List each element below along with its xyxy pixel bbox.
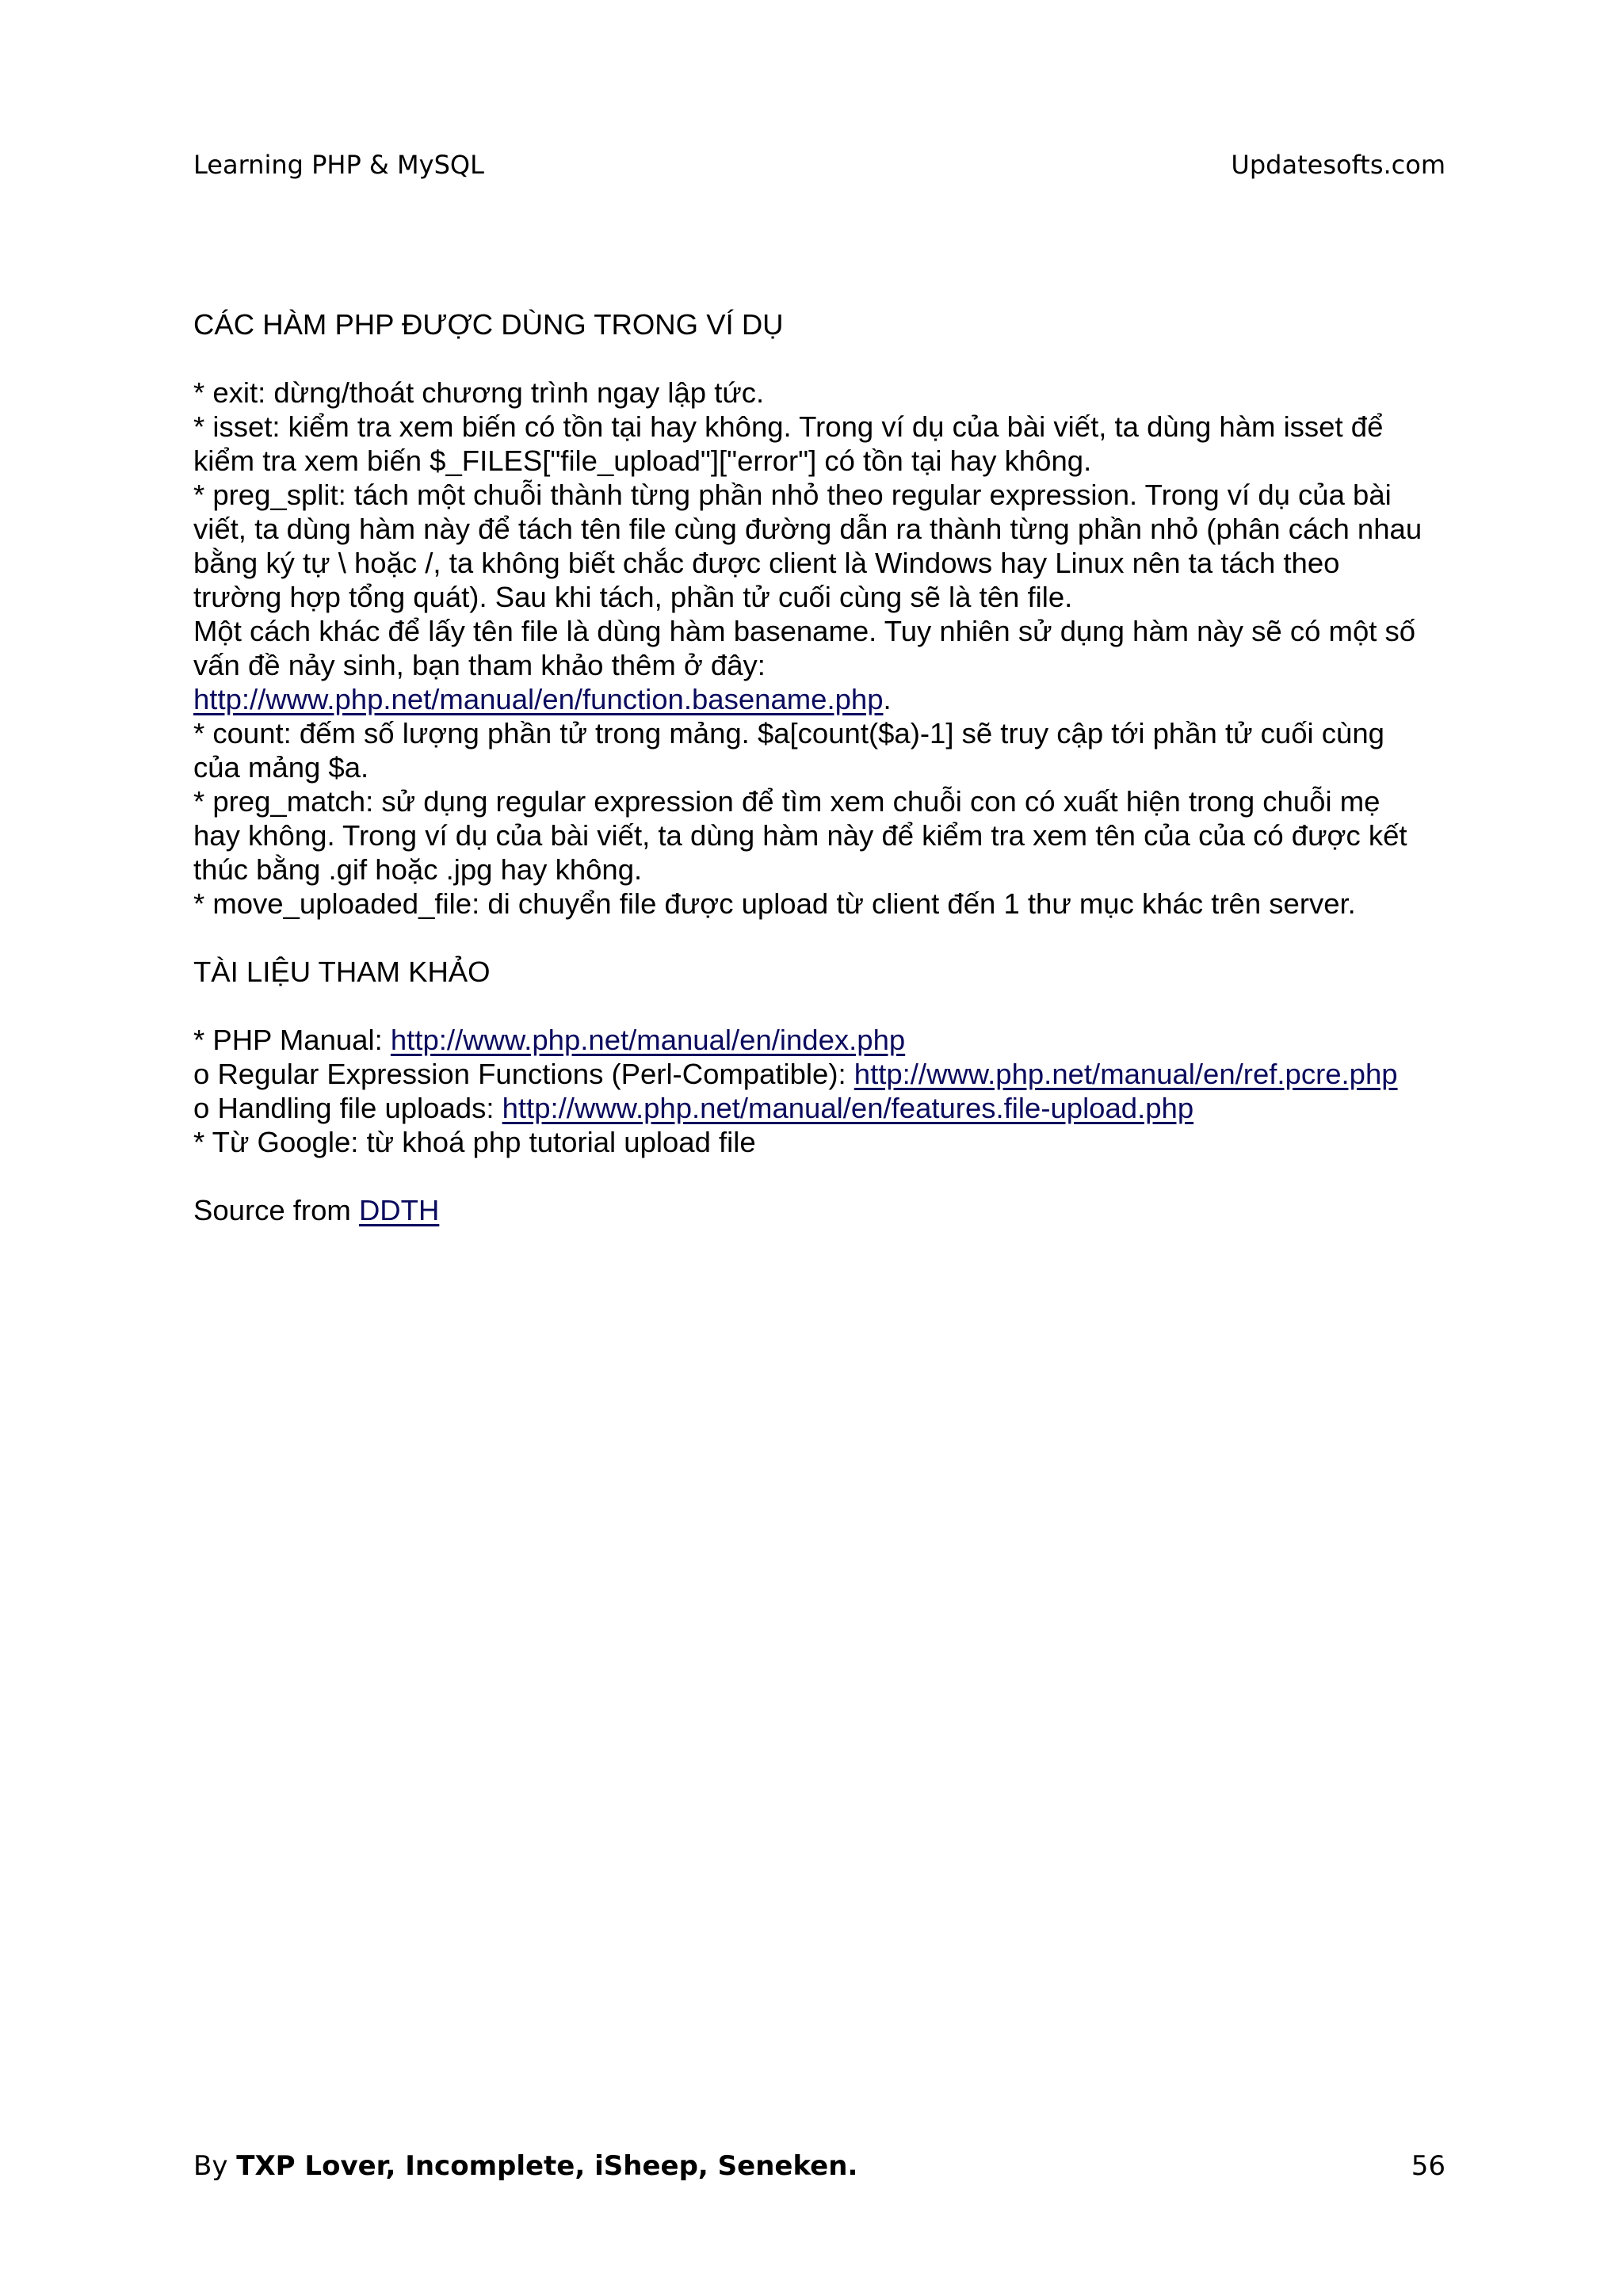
footer-authors-line [193,2149,857,2183]
footer-by-label: By [193,2150,237,2182]
file-uploads-link[interactable]: http://www.php.net/manual/en/features.file-upload.php [502,1092,1194,1124]
reference-google: * Từ Google: từ khoá php tutorial upload file [193,1126,756,1158]
page-header [193,147,1445,182]
isset-description-line: kiểm tra xem biến $_FILES["file_upload"]["error"] có tồn tại hay không. [193,444,1092,477]
preg-match-description-line: hay không. Trong ví dụ của bài viết, ta dùng hàm này để kiểm tra xem tên của của có được kết [193,819,1407,852]
source-label: Source from [193,1194,359,1226]
page-footer [193,2149,1445,2183]
reference-regex [193,1057,1461,1091]
header-site-name: Updatesofts.com [1231,150,1445,180]
count-description-line: * count: đếm số lượng phần tử trong mảng. $a[count($a)-1] sẽ truy cập tới phần tử cuối cùng [193,717,1384,749]
spacer [193,989,1461,1023]
footer-authors: TXP Lover, Incomplete, iSheep, Seneken. [236,2150,858,2182]
count-description-line: của mảng $a. [193,751,369,784]
source-line [193,1193,1461,1227]
basename-link-suffix: . [883,683,892,715]
section-heading-functions: CÁC HÀM PHP ĐƯỢC DÙNG TRONG VÍ DỤ [193,308,784,341]
source-link[interactable]: DDTH [358,1194,440,1226]
page-number: 56 [1411,2150,1445,2182]
reference-regex-label: o Regular Expression Functions (Perl-Compatible): [193,1058,854,1090]
reference-uploads-label: o Handling file uploads: [193,1092,502,1124]
preg-split-description-line: trường hợp tổng quát). Sau khi tách, phần tử cuối cùng sẽ là tên file. [193,581,1073,613]
move-uploaded-file-description: * move_uploaded_file: di chuyển file được upload từ client đến 1 thư mục khác trên server. [193,887,1356,920]
basename-link[interactable]: http://www.php.net/manual/en/function.basename.php [193,683,884,715]
spacer [193,1159,1461,1193]
basename-description-line: vấn đề nảy sinh, bạn tham khảo thêm ở đây: [193,649,766,681]
preg-split-description-line: viết, ta dùng hàm này để tách tên file cùng đường dẫn ra thành từng phần nhỏ (phân cách nhau [193,513,1423,545]
preg-split-description-line: * preg_split: tách một chuỗi thành từng phần nhỏ theo regular expression. Trong ví dụ của bài [193,479,1392,511]
reference-php-manual-label: * PHP Manual: [193,1024,391,1056]
header-book-title: Learning PHP & MySQL [193,150,484,180]
page-content [193,307,1461,1227]
php-manual-link[interactable]: http://www.php.net/manual/en/index.php [390,1024,906,1056]
preg-split-description-line: bằng ký tự \ hoặc /, ta không biết chắc được client là Windows hay Linux nên ta tách theo [193,547,1340,579]
basename-description-line: Một cách khác để lấy tên file là dùng hàm basename. Tuy nhiên sử dụng hàm này sẽ có một số [193,615,1416,647]
spacer [193,921,1461,955]
reference-uploads [193,1091,1461,1125]
basename-link-line [193,682,1461,716]
section-heading-references: TÀI LIỆU THAM KHẢO [193,955,491,988]
preg-match-description-line: * preg_match: sử dụng regular expression để tìm xem chuỗi con có xuất hiện trong chuỗi mẹ [193,785,1381,818]
isset-description-line: * isset: kiểm tra xem biến có tồn tại hay không. Trong ví dụ của bài viết, ta dùng hàm isset để [193,410,1384,443]
exit-description: * exit: dừng/thoát chương trình ngay lập tức. [193,376,765,409]
spacer [193,341,1461,376]
regex-functions-link[interactable]: http://www.php.net/manual/en/ref.pcre.php [854,1058,1398,1090]
preg-match-description-line: thúc bằng .gif hoặc .jpg hay không. [193,853,643,886]
reference-php-manual [193,1023,1461,1057]
